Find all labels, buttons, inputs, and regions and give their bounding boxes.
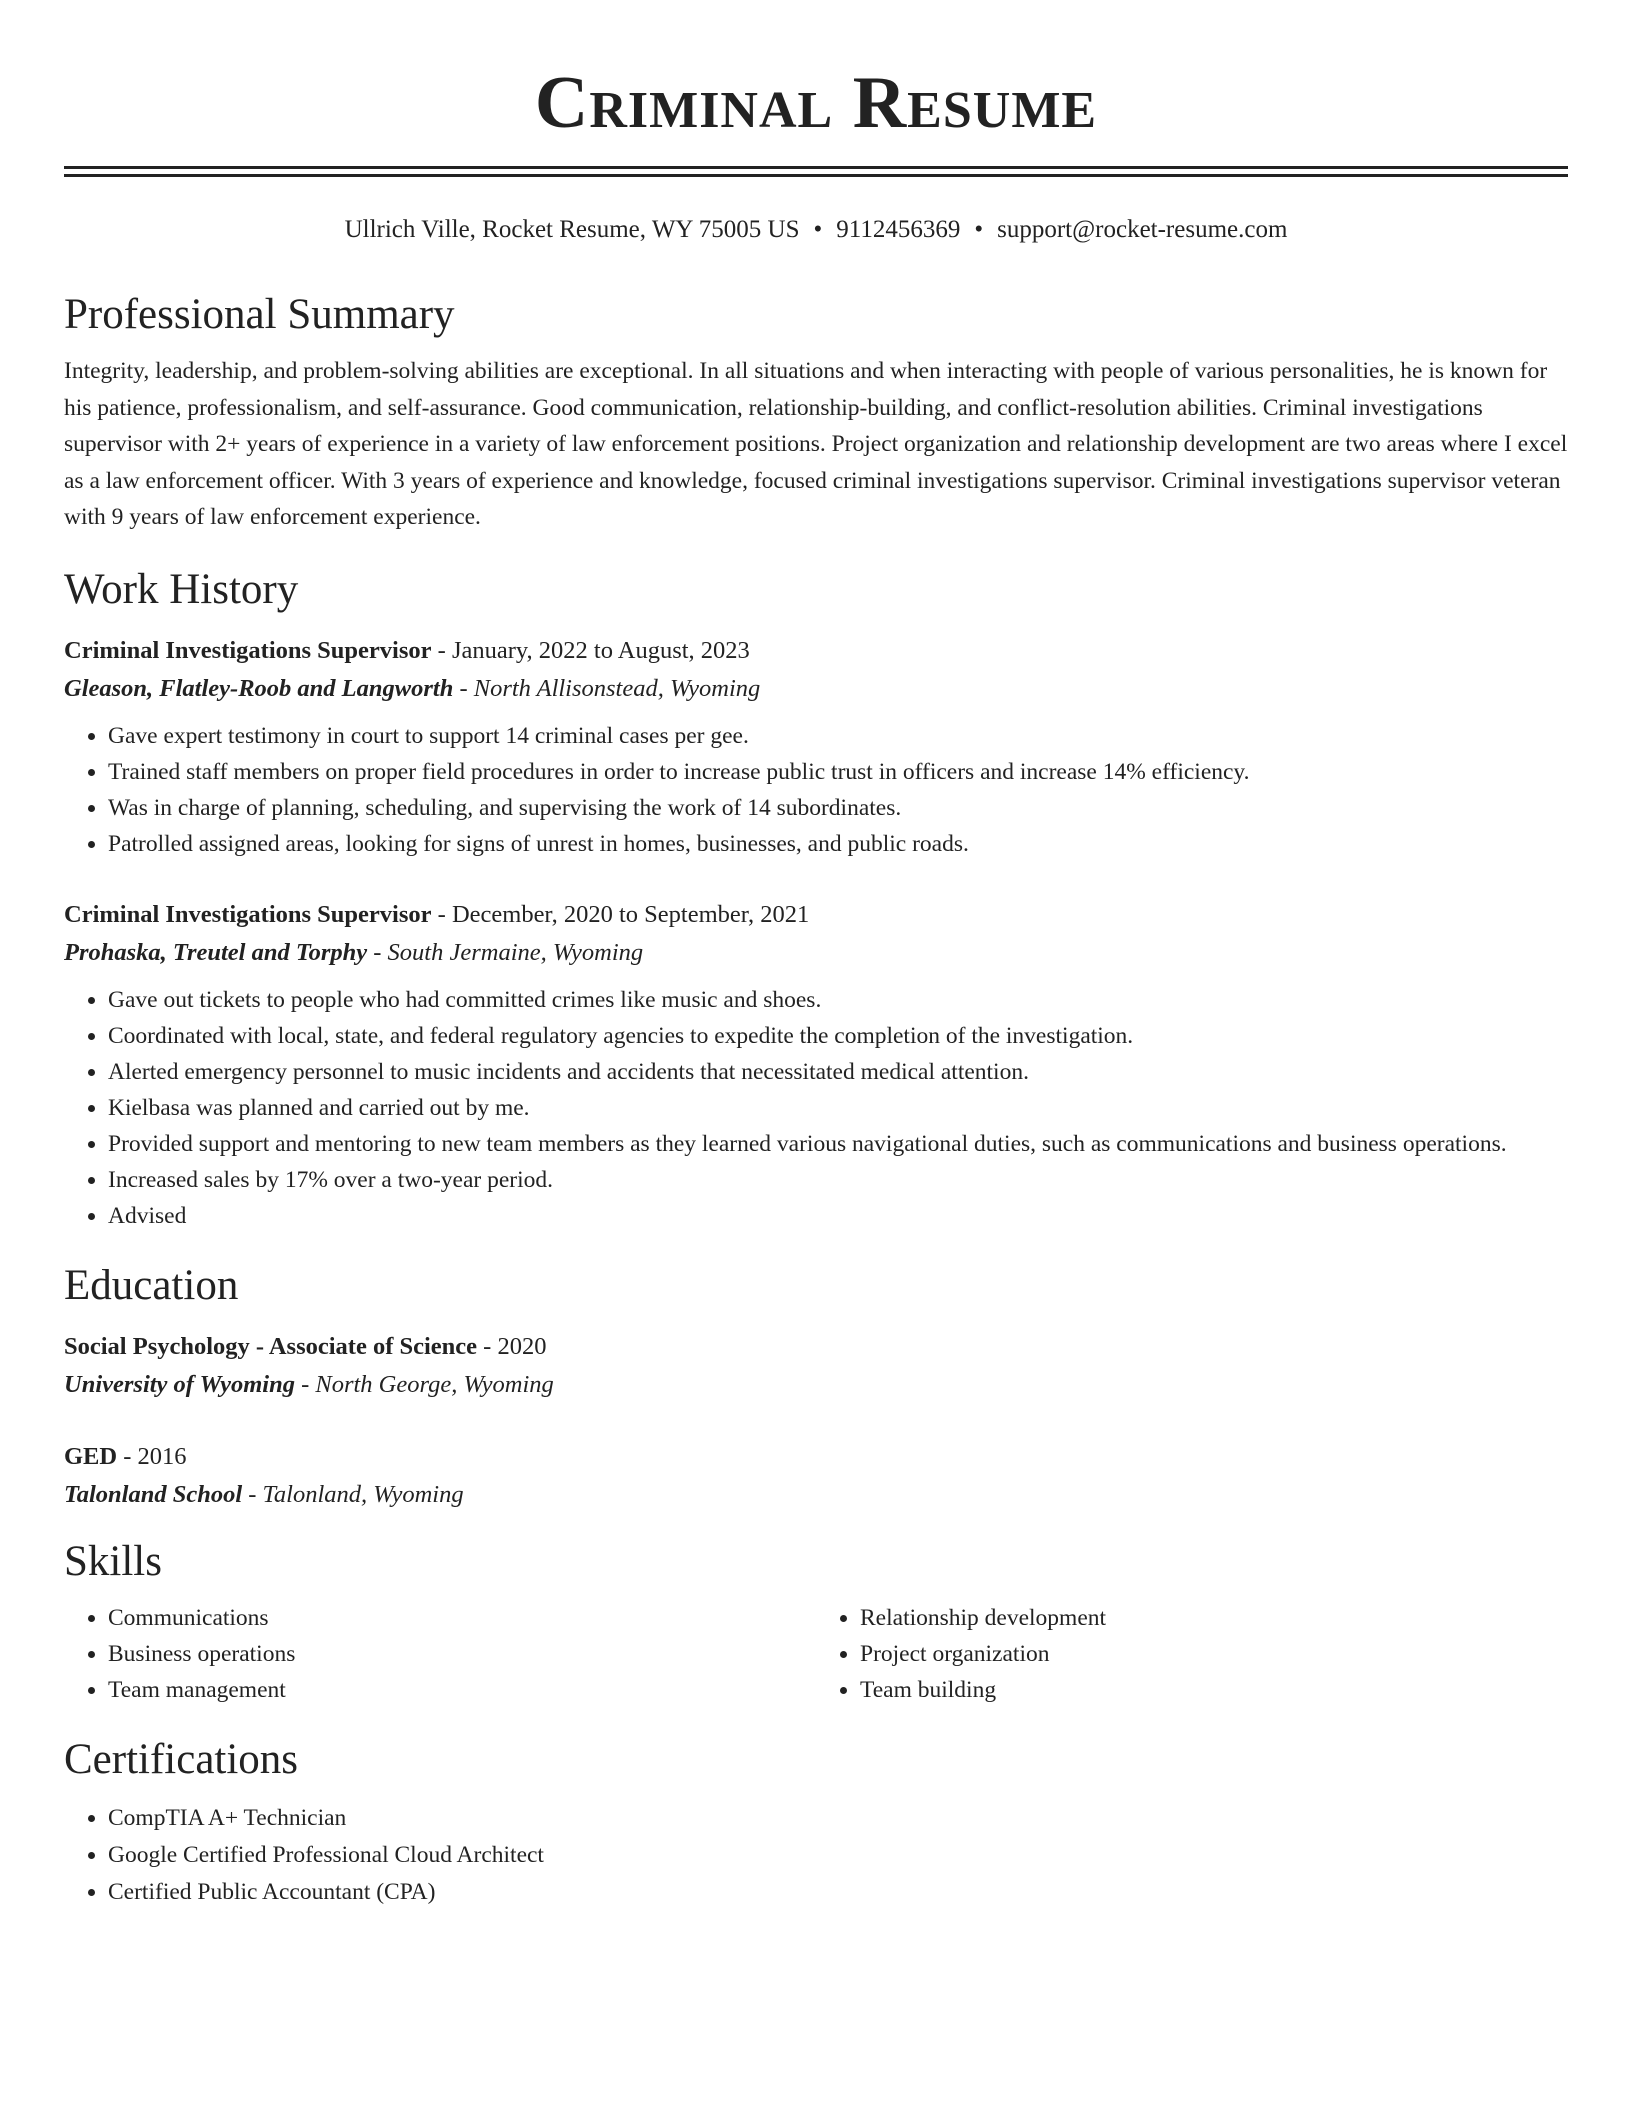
job-title: Criminal Investigations Supervisor bbox=[64, 900, 432, 928]
list-item: • Relationship development bbox=[860, 1600, 1568, 1636]
education-school-line bbox=[64, 1366, 1568, 1404]
job-company-line bbox=[64, 670, 1568, 708]
education-school-line bbox=[64, 1476, 1568, 1514]
job-company: Gleason, Flatley-Roob and Langworth bbox=[64, 674, 454, 702]
education-year: - 2016 bbox=[117, 1442, 187, 1470]
section-heading-skills: Skills bbox=[64, 1537, 162, 1585]
list-item: • Project organization bbox=[860, 1636, 1568, 1672]
page-title: Criminal Resume bbox=[534, 62, 1098, 144]
section-heading-certifications: Certifications bbox=[64, 1735, 299, 1783]
job-company: Prohaska, Treutel and Torphy bbox=[64, 938, 368, 966]
education-location: - North George, Wyoming bbox=[294, 1370, 554, 1398]
contact-address: Ullrich Ville, Rocket Resume, WY 75005 US bbox=[344, 216, 800, 243]
job-entry bbox=[64, 632, 1568, 862]
education-school: University of Wyoming bbox=[64, 1370, 295, 1398]
job-company-line bbox=[64, 934, 1568, 972]
job-title: Criminal Investigations Supervisor bbox=[64, 636, 432, 664]
list-item: • Kielbasa was planned and carried out by me. bbox=[108, 1090, 1568, 1126]
education-degree: GED bbox=[64, 1442, 118, 1470]
job-dates: - January, 2022 to August, 2023 bbox=[431, 636, 750, 664]
education-school: Talonland School bbox=[64, 1480, 243, 1508]
list-item: • Patrolled assigned areas, looking for signs of unrest in homes, businesses, and public roads. bbox=[108, 826, 1568, 862]
separator-dot: • bbox=[974, 216, 984, 243]
education-degree-line bbox=[64, 1438, 1568, 1476]
list-item: • Team building bbox=[860, 1672, 1568, 1708]
list-item: • Coordinated with local, state, and federal regulatory agencies to expedite the completion of the investigation. bbox=[108, 1018, 1568, 1054]
list-item: • Communications bbox=[108, 1600, 816, 1636]
education-degree: Social Psychology - Associate of Science bbox=[64, 1332, 478, 1360]
contact-email: support@rocket-resume.com bbox=[997, 216, 1288, 243]
skills-list-left bbox=[64, 1600, 816, 1708]
job-dates: - December, 2020 to September, 2021 bbox=[431, 900, 810, 928]
skills-columns bbox=[64, 1600, 1568, 1708]
certifications-list bbox=[64, 1800, 1568, 1911]
job-bullets bbox=[64, 982, 1568, 1234]
job-location: - South Jermaine, Wyoming bbox=[367, 938, 644, 966]
list-item: • Alerted emergency personnel to music incidents and accidents that necessitated medical attention. bbox=[108, 1054, 1568, 1090]
job-bullets bbox=[64, 718, 1568, 862]
list-item: • Team management bbox=[108, 1672, 816, 1708]
education-location: - Talonland, Wyoming bbox=[242, 1480, 464, 1508]
job-entry bbox=[64, 896, 1568, 1234]
list-item: • Business operations bbox=[108, 1636, 816, 1672]
contact-phone: 9112456369 bbox=[836, 216, 961, 243]
list-item: • Gave out tickets to people who had committed crimes like music and shoes. bbox=[108, 982, 1568, 1018]
title-divider-bottom bbox=[64, 174, 1568, 177]
education-year: - 2020 bbox=[477, 1332, 547, 1360]
section-heading-education: Education bbox=[64, 1261, 239, 1309]
skills-list-right bbox=[816, 1600, 1568, 1708]
education-entry bbox=[64, 1328, 1568, 1404]
education-entry bbox=[64, 1438, 1568, 1514]
list-item: • CompTIA A+ Technician bbox=[108, 1800, 1568, 1837]
list-item: • Advised bbox=[108, 1198, 1568, 1234]
job-title-line bbox=[64, 632, 1568, 670]
list-item: • Provided support and mentoring to new team members as they learned various navigational duties, such as communications and business operations. bbox=[108, 1126, 1568, 1162]
list-item: • Was in charge of planning, scheduling, and supervising the work of 14 subordinates. bbox=[108, 790, 1568, 826]
list-item: • Certified Public Accountant (CPA) bbox=[108, 1874, 1568, 1911]
summary-text: Integrity, leadership, and problem-solving abilities are exceptional. In all situations and when interacting with people of various personalities, he is known for his patience, professionalism, and self-assurance. Good communication, relationship-building, and conflict-resolution abilities. Criminal investigations supervisor with 2+ years of experience in a variety of law enforcement positions. Project organization and relationship development are two areas where I excel as a law enforcement officer. With 3 years of experience and knowledge, focused criminal investigations supervisor. Criminal investigations supervisor veteran with 9 years of law enforcement experience. bbox=[64, 358, 1568, 530]
job-title-line bbox=[64, 896, 1568, 934]
education-degree-line bbox=[64, 1328, 1568, 1366]
contact-line bbox=[64, 213, 1568, 247]
list-item: • Gave expert testimony in court to support 14 criminal cases per gee. bbox=[108, 718, 1568, 754]
section-heading-work-history: Work History bbox=[64, 565, 299, 613]
list-item: • Google Certified Professional Cloud Architect bbox=[108, 1837, 1568, 1874]
list-item: • Trained staff members on proper field procedures in order to increase public trust in officers and increase 14% efficiency. bbox=[108, 754, 1568, 790]
separator-dot: • bbox=[813, 216, 823, 243]
section-heading-summary: Professional Summary bbox=[64, 291, 455, 338]
title-divider-top bbox=[64, 166, 1568, 169]
job-location: - North Allisonstead, Wyoming bbox=[453, 674, 761, 702]
list-item: • Increased sales by 17% over a two-year period. bbox=[108, 1162, 1568, 1198]
